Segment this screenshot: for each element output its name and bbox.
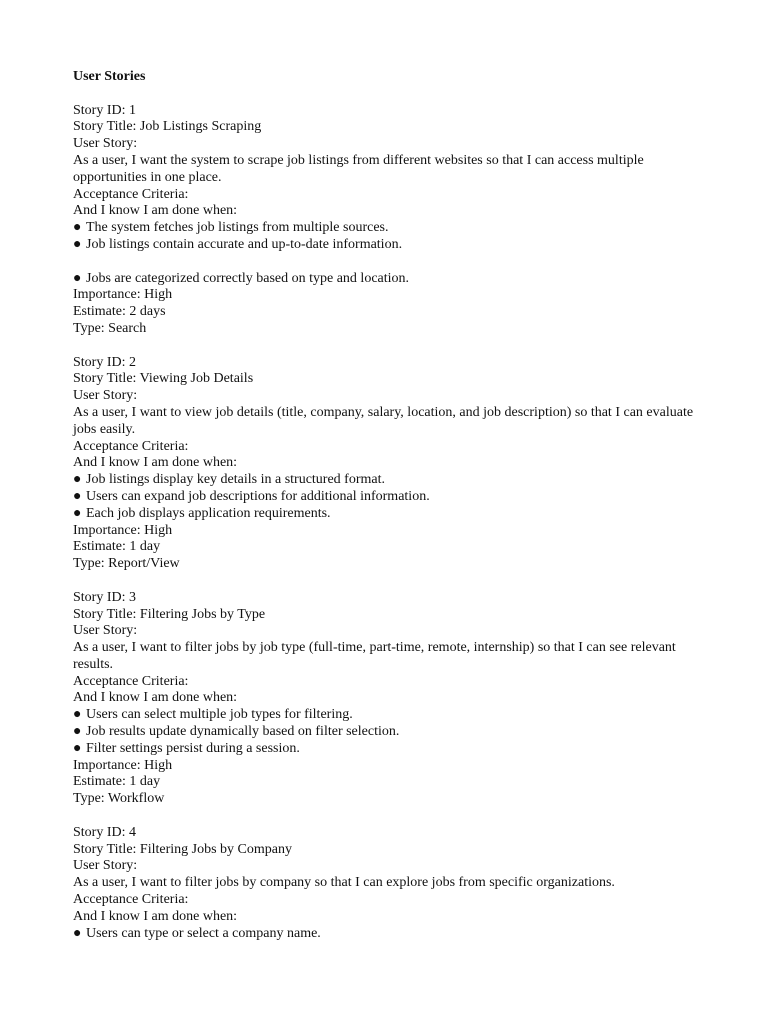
acceptance-criteria-label: Acceptance Criteria: xyxy=(73,673,189,689)
story-3 xyxy=(73,590,703,808)
criterion-item xyxy=(73,489,703,506)
acceptance-criteria-label: Acceptance Criteria: xyxy=(73,186,189,202)
criterion-text: Filter settings persist during a session. xyxy=(86,740,300,756)
bullet-icon: ● xyxy=(73,472,82,488)
criterion-text: Each job displays application requirements. xyxy=(86,505,331,521)
spacer xyxy=(73,338,703,355)
criterion-text: Job listings contain accurate and up-to-date information. xyxy=(86,236,403,252)
criterion-item xyxy=(73,472,703,489)
criterion-item xyxy=(73,741,703,758)
story-id: Story ID: 3 xyxy=(73,589,136,605)
acceptance-criteria-label: Acceptance Criteria: xyxy=(73,892,189,908)
acceptance-criteria-label: Acceptance Criteria: xyxy=(73,438,189,454)
story-type: Type: Report/View xyxy=(73,556,180,572)
criterion-text: The system fetches job listings from multiple sources. xyxy=(86,220,389,236)
bullet-icon: ● xyxy=(73,925,82,941)
criterion-text: Users can select multiple job types for filtering. xyxy=(86,707,353,723)
importance: Importance: High xyxy=(73,522,173,538)
criterion-item xyxy=(73,220,703,237)
criterion-item xyxy=(73,271,703,288)
user-story-text: As a user, I want to filter jobs by job type (full-time, part-time, remote, internship) so that I can see relevant results. xyxy=(73,640,676,672)
done-when-label: And I know I am done when: xyxy=(73,203,238,219)
story-2 xyxy=(73,355,703,573)
criterion-item xyxy=(73,707,703,724)
spacer xyxy=(73,808,703,825)
done-when-label: And I know I am done when: xyxy=(73,455,238,471)
bullet-icon: ● xyxy=(73,220,82,236)
user-story-text: As a user, I want to filter jobs by company so that I can explore jobs from specific organizations. xyxy=(73,875,615,891)
bullet-icon: ● xyxy=(73,505,82,521)
estimate: Estimate: 1 day xyxy=(73,774,161,790)
story-title: Story Title: Filtering Jobs by Type xyxy=(73,606,266,622)
story-title: Story Title: Filtering Jobs by Company xyxy=(73,841,292,857)
spacer xyxy=(73,573,703,590)
story-title: Story Title: Viewing Job Details xyxy=(73,371,254,387)
criterion-item xyxy=(73,926,703,943)
bullet-icon: ● xyxy=(73,270,82,286)
story-4 xyxy=(73,825,703,943)
importance: Importance: High xyxy=(73,757,173,773)
user-story-label: User Story: xyxy=(73,136,138,152)
user-story-label: User Story: xyxy=(73,858,138,874)
estimate: Estimate: 2 days xyxy=(73,304,166,320)
user-story-text: As a user, I want to view job details (title, company, salary, location, and job description) so that I can evaluate jobs easily. xyxy=(73,404,694,437)
bullet-icon: ● xyxy=(73,707,82,723)
bullet-icon: ● xyxy=(73,488,82,504)
spacer xyxy=(73,86,703,103)
bullet-icon: ● xyxy=(73,724,82,740)
importance: Importance: High xyxy=(73,287,173,303)
story-id: Story ID: 1 xyxy=(73,102,136,118)
criterion-text: Users can type or select a company name. xyxy=(86,925,321,941)
criterion-item xyxy=(73,506,703,523)
story-id: Story ID: 4 xyxy=(73,824,136,840)
criterion-text: Job results update dynamically based on filter selection. xyxy=(86,724,400,740)
story-1 xyxy=(73,103,703,338)
user-story-label: User Story: xyxy=(73,388,138,404)
criterion-item xyxy=(73,237,703,254)
document-heading: User Stories xyxy=(73,69,146,84)
done-when-label: And I know I am done when: xyxy=(73,908,238,924)
story-id: Story ID: 2 xyxy=(73,354,136,370)
criterion-item xyxy=(73,724,703,741)
spacer xyxy=(73,254,703,271)
criterion-text: Jobs are categorized correctly based on type and location. xyxy=(86,270,410,286)
bullet-icon: ● xyxy=(73,236,82,252)
estimate: Estimate: 1 day xyxy=(73,539,161,555)
story-type: Type: Search xyxy=(73,320,147,336)
document-page xyxy=(73,69,703,942)
story-title: Story Title: Job Listings Scraping xyxy=(73,119,262,135)
criterion-text: Job listings display key details in a structured format. xyxy=(86,472,386,488)
criterion-text: Users can expand job descriptions for additional information. xyxy=(86,488,430,504)
story-type: Type: Workflow xyxy=(73,791,165,807)
done-when-label: And I know I am done when: xyxy=(73,690,238,706)
bullet-icon: ● xyxy=(73,740,82,756)
user-story-text: As a user, I want the system to scrape job listings from different websites so that I can access multiple opportunities in one place. xyxy=(73,152,644,185)
user-story-label: User Story: xyxy=(73,623,138,639)
